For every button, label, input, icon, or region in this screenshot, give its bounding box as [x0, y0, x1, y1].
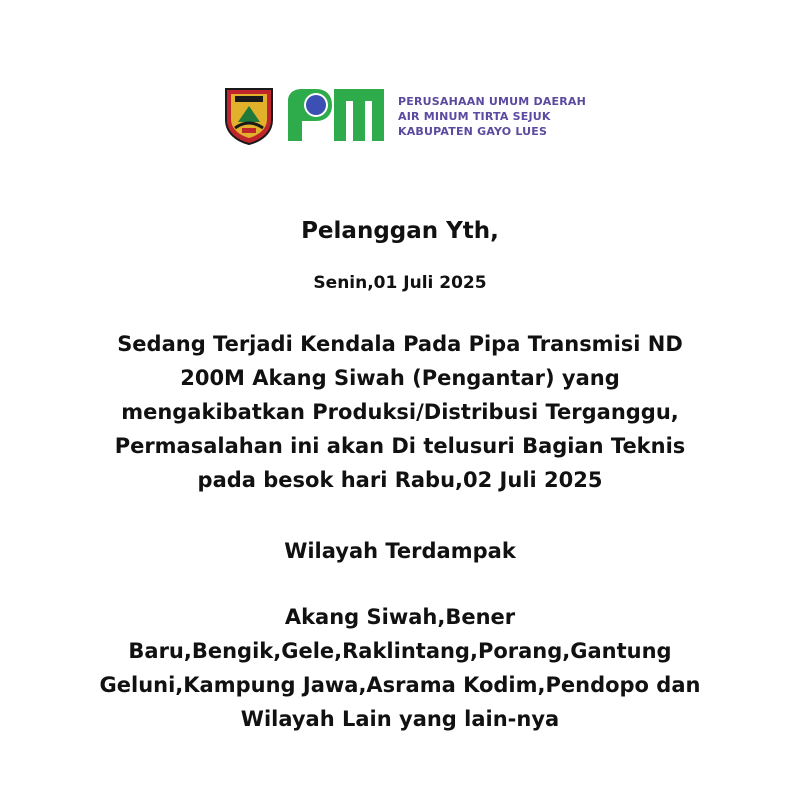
affected-areas-line: Wilayah Lain yang lain-nya: [240, 707, 560, 731]
company-name-line-1: PERUSAHAAN UMUM DAERAH: [398, 95, 587, 108]
letterhead: [0, 82, 800, 152]
gayo-lues-regency-crest-icon: [222, 86, 276, 146]
pdam-tirta-sejuk-logo-icon: [286, 87, 386, 143]
company-name-line-2: AIR MINUM TIRTA SEJUK: [398, 110, 551, 123]
affected-areas-heading: Wilayah Terdampak: [284, 539, 516, 563]
notice-line: mengakibatkan Produksi/Distribusi Terganggu,: [121, 400, 679, 424]
affected-areas-list: [0, 600, 800, 736]
greeting: Pelanggan Yth,: [301, 218, 499, 244]
company-name: [398, 94, 586, 139]
notice-line: pada besok hari Rabu,02 Juli 2025: [197, 468, 603, 492]
notice-line: 200M Akang Siwah (Pengantar) yang: [180, 366, 620, 390]
affected-areas-line: Akang Siwah,Bener: [284, 605, 516, 629]
company-name-line-3: KABUPATEN GAYO LUES: [398, 125, 548, 138]
notice-body: [0, 327, 800, 497]
notice-line: Permasalahan ini akan Di telusuri Bagian Teknis: [114, 434, 686, 458]
notice-date: Senin,01 Juli 2025: [313, 273, 487, 293]
affected-areas-line: Baru,Bengik,Gele,Raklintang,Porang,Gantung: [128, 639, 672, 663]
affected-areas-line: Geluni,Kampung Jawa,Asrama Kodim,Pendopo dan: [99, 673, 701, 697]
notice-line: Sedang Terjadi Kendala Pada Pipa Transmisi ND: [117, 332, 683, 356]
